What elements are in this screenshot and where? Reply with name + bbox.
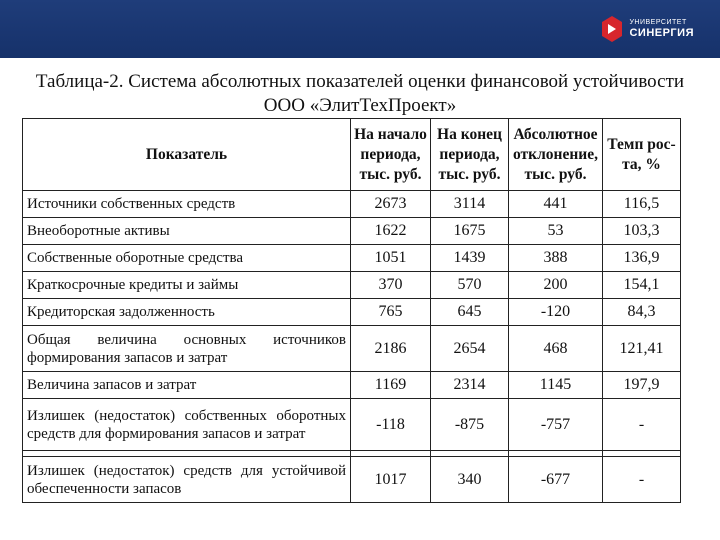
cell-start: 1017 [351,457,431,503]
university-logo [601,14,694,44]
header-growth-rate [603,119,681,191]
header-abs-deviation [509,119,603,191]
cell-end: 3114 [431,191,509,218]
cell-rate: 154,1 [603,272,681,299]
row-label: Кредиторская задолженность [23,299,351,326]
cell-deviation: -677 [509,457,603,503]
cell-end: 2654 [431,326,509,372]
table-row [23,272,681,299]
cell-deviation: 53 [509,218,603,245]
row-label: Величина запасов и затрат [23,372,351,399]
cell-end: 340 [431,457,509,503]
page-title [24,70,696,118]
cell-start: -118 [351,399,431,451]
table-row [23,457,681,503]
cell-rate: 121,41 [603,326,681,372]
cell-rate: 136,9 [603,245,681,272]
row-label: Внеоборотные активы [23,218,351,245]
cell-start: 1622 [351,218,431,245]
row-label: Собственные оборотные средства [23,245,351,272]
cell-rate: 197,9 [603,372,681,399]
cell-rate: - [603,399,681,451]
row-label: Излишек (недостаток) средств для устойчивой обеспеченности запасов [23,457,351,503]
row-label: Источники собственных средств [23,191,351,218]
table-row [23,191,681,218]
title-line2: ООО «ЭлитТехПроект» [263,95,457,116]
table-row [23,299,681,326]
header-end-line3: тыс. руб. [438,165,501,183]
header-dev-line1: Абсолютное [513,125,598,143]
logo-mark-icon [601,15,623,43]
header-dev-line3: тыс. руб. [524,165,587,183]
title-line1: Таблица-2. Система абсолютных показателей оценки финансовой устойчивости [35,71,685,92]
cell-deviation: 441 [509,191,603,218]
cell-deviation: 388 [509,245,603,272]
header-start-line3: тыс. руб. [359,165,422,183]
cell-end: 2314 [431,372,509,399]
cell-end: 645 [431,299,509,326]
header-end-line2: периода, [439,145,500,163]
header-end-line1: На конец [437,125,502,143]
table-row [23,245,681,272]
cell-start: 2186 [351,326,431,372]
table-header-row [23,119,681,191]
header-bar [0,0,720,58]
cell-rate: 84,3 [603,299,681,326]
cell-start: 765 [351,299,431,326]
financial-stability-table [22,118,681,503]
cell-rate: 103,3 [603,218,681,245]
cell-end: 1439 [431,245,509,272]
cell-deviation: 1145 [509,372,603,399]
cell-rate: - [603,457,681,503]
header-start-period [351,119,431,191]
row-label: Излишек (недостаток) собственных оборотных средств для формирования запасов и затрат [23,399,351,451]
table-row [23,218,681,245]
header-indicator: Показатель [23,119,351,191]
header-rate-line2: та, % [622,155,661,173]
cell-start: 1051 [351,245,431,272]
logo-text-line2: СИНЕРГИЯ [629,27,694,39]
header-end-period [431,119,509,191]
header-dev-line2: отклонение, [513,145,598,163]
row-label: Краткосрочные кредиты и займы [23,272,351,299]
cell-end: 1675 [431,218,509,245]
cell-rate: 116,5 [603,191,681,218]
logo-text-line1: УНИВЕРСИТЕТ [629,19,687,26]
table-row [23,372,681,399]
cell-deviation: -120 [509,299,603,326]
header-start-line2: периода, [360,145,421,163]
table-row [23,399,681,451]
cell-start: 2673 [351,191,431,218]
cell-deviation: 200 [509,272,603,299]
cell-start: 370 [351,272,431,299]
cell-deviation: -757 [509,399,603,451]
table-row [23,326,681,372]
header-rate-line1: Темп рос- [607,135,676,153]
cell-end: 570 [431,272,509,299]
row-label: Общая величина основных источников формирования запасов и затрат [23,326,351,372]
header-start-line1: На начало [354,125,427,143]
cell-end: -875 [431,399,509,451]
cell-deviation: 468 [509,326,603,372]
cell-start: 1169 [351,372,431,399]
